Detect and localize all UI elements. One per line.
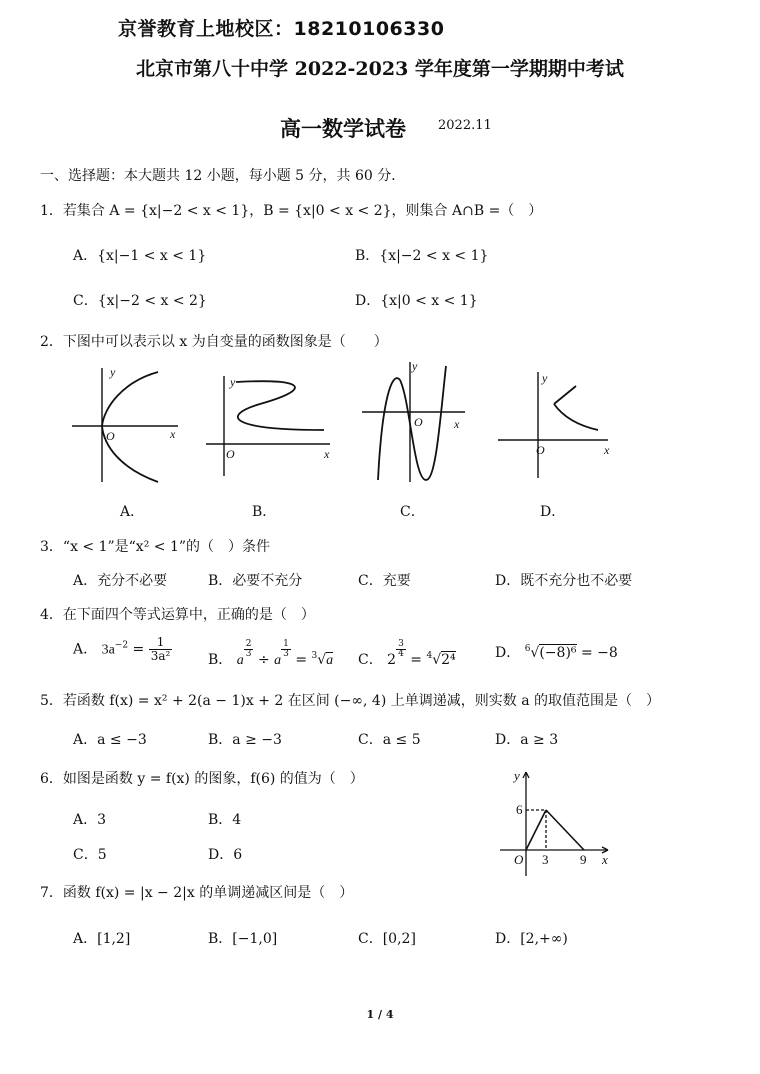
option-label: D． <box>495 645 521 661</box>
math-rhs: = −8 <box>580 645 618 661</box>
question-5-stem: 5．若函数 f(x) = x² + 2(a − 1)x + 2 在区间 (−∞, 4) 上单调递减，则实数 a 的取值范围是（ ） <box>40 693 660 709</box>
graph-d-x-label: x <box>604 443 610 457</box>
question-2-stem: 2．下图中可以表示以 x 为自变量的函数图象是（ ） <box>40 334 388 350</box>
question-7-option-a: A．[1,2] <box>73 931 131 947</box>
question-4-option-a <box>73 636 172 663</box>
math-equals: = <box>132 641 145 658</box>
question-3-option-a: A．充分不必要 <box>73 573 168 589</box>
math-term: 3a <box>101 642 115 658</box>
q6-segment-up <box>526 810 546 850</box>
exam-date: 2022.11 <box>438 118 492 133</box>
question-6-option-a: A．3 <box>73 812 107 828</box>
q6-segment-down <box>546 810 584 850</box>
graph-a-origin: O <box>106 429 115 443</box>
question-6-option-d: D．6 <box>208 847 243 863</box>
graph-b <box>206 376 330 476</box>
math-base: a <box>274 653 282 668</box>
question-2-label-c: C． <box>400 504 425 520</box>
graph-b-x-label: x <box>324 447 330 461</box>
question-2-label-d: D． <box>540 504 566 520</box>
math-fraction: $\frac{1}{\text{3a²}}$ <box>150 635 171 663</box>
root-index: 6 <box>524 644 531 654</box>
option-label: B． <box>208 652 233 668</box>
question-4-option-c: C． 2 $\frac{3}{4}$ = $^4$√2⁴ <box>358 639 456 668</box>
graph-d-curve <box>554 404 598 430</box>
radicand: a <box>326 653 334 668</box>
exam-title: 北京市第八十中学 2022-2023 学年度第一学期期中考试 <box>136 58 624 80</box>
question-4-option-d: D． $^6$√(−8)⁶ = −8 <box>495 644 618 661</box>
question-1-option-b: B．{x|−2 < x < 1} <box>355 248 489 264</box>
q6-x-label: x <box>602 852 608 867</box>
question-3-option-b: B．必要不充分 <box>208 573 303 589</box>
root-index: 3 <box>311 651 318 661</box>
graph-a-y-label: y <box>110 365 116 379</box>
q6-tick-9: 9 <box>580 852 587 867</box>
question-2-label-b: B． <box>252 504 277 520</box>
radicand: (−8)⁶ <box>539 645 577 661</box>
radicand: 2⁴ <box>441 652 456 668</box>
question-1-option-a: A．{x|−1 < x < 1} <box>73 248 207 264</box>
question-7-option-b: B．[−1,0] <box>208 931 278 947</box>
question-3-option-c: C．充要 <box>358 573 411 589</box>
question-4-option-b: B． a $\frac{2}{3}$ ÷ a $\frac{1}{3}$ = $^3$√a <box>208 639 334 668</box>
question-7-option-d: D．[2,+∞) <box>495 931 568 947</box>
question-5-option-c: C．a ≤ 5 <box>358 732 421 748</box>
question-5-option-a: A．a ≤ −3 <box>73 732 147 748</box>
question-7-stem: 7．函数 f(x) = |x − 2|x 的单调递减区间是（ ） <box>40 885 354 901</box>
graph-a-x-label: x <box>170 427 176 441</box>
school-contact-line: 京誉教育上地校区：18210106330 <box>118 18 445 40</box>
graph-c-origin: O <box>414 415 423 429</box>
option-label: A． <box>73 641 98 658</box>
question-2-graphs <box>60 360 740 490</box>
q6-y-label: y <box>514 768 520 783</box>
question-4-stem: 4．在下面四个等式运算中，正确的是（ ） <box>40 607 315 623</box>
math-divide: ÷ <box>257 652 270 668</box>
option-label: C． <box>358 652 383 668</box>
graph-b-curve <box>236 381 324 430</box>
question-6-option-c: C．5 <box>73 847 107 863</box>
section-title: 一、选择题：本大题共 12 小题，每小题 5 分，共 60 分． <box>40 168 406 184</box>
graph-c-y-label: y <box>412 360 418 373</box>
q6-tick-3: 3 <box>542 852 549 867</box>
math-exponent: −2 <box>114 640 129 651</box>
root-index: 4 <box>426 651 433 661</box>
q6-origin: O <box>514 852 524 867</box>
math-equals: = <box>295 652 308 668</box>
question-1-stem: 1．若集合 A = {x|−2 < x < 1}，B = {x|0 < x < 2}，则集合 A∩B =（ ） <box>40 203 543 219</box>
graph-a-curve <box>102 372 158 482</box>
math-base: 2 <box>387 652 397 668</box>
question-5-option-b: B．a ≥ −3 <box>208 732 282 748</box>
question-6-graph <box>490 760 620 880</box>
question-3-option-d: D．既不充分也不必要 <box>495 573 633 589</box>
graph-d-origin: O <box>536 443 545 457</box>
graph-c-curve <box>378 366 446 480</box>
question-6-stem: 6．如图是函数 y = f(x) 的图象，f(6) 的值为（ ） <box>40 771 364 787</box>
subject-title: 高一数学试卷 <box>280 116 406 141</box>
math-base: a <box>236 653 244 668</box>
page-number: 1 / 4 <box>366 1008 394 1021</box>
graph-a <box>72 368 178 482</box>
graph-d <box>498 372 608 478</box>
question-3-stem: 3．“x < 1”是“x² < 1”的（ ）条件 <box>40 539 271 555</box>
graph-b-origin: O <box>226 447 235 461</box>
question-1-option-c: C．{x|−2 < x < 2} <box>73 293 207 309</box>
question-7-option-c: C．[0,2] <box>358 931 416 947</box>
question-2-label-a: A． <box>120 504 145 520</box>
graph-d-y-label: y <box>542 371 548 385</box>
question-6-option-b: B．4 <box>208 812 242 828</box>
graph-b-y-label: y <box>230 375 236 389</box>
question-1-option-d: D．{x|0 < x < 1} <box>355 293 478 309</box>
q6-peak-label: 6 <box>516 802 523 817</box>
graph-d-line <box>554 386 576 404</box>
graph-c-x-label: x <box>454 417 460 431</box>
math-equals: = <box>410 652 423 668</box>
question-5-option-d: D．a ≥ 3 <box>495 732 559 748</box>
